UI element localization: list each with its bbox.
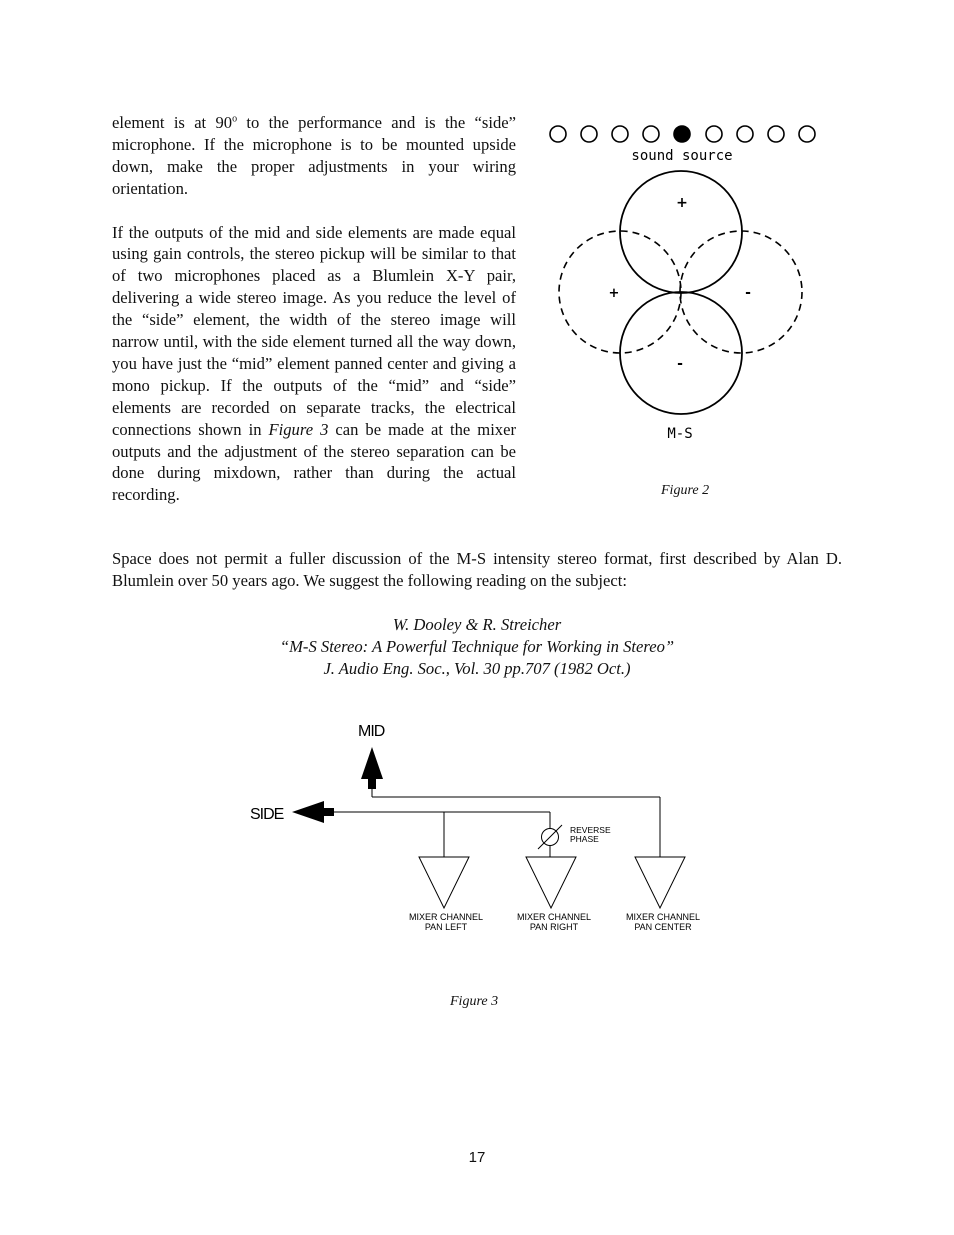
mixer-channel-right-icon — [526, 857, 576, 908]
plus-front: + — [676, 195, 688, 211]
reference-authors: W. Dooley & R. Streicher — [392, 615, 562, 634]
full-paragraph: Space does not permit a fuller discussion of the M-S intensity stereo format, first described by Alan D. Blumlein over 50 years ago. We suggest the following reading on the subject: — [112, 549, 842, 590]
mixer-channel-left-icon — [419, 857, 469, 908]
reference-title: “M-S Stereo: A Powerful Technique for Working in Stereo” — [279, 636, 675, 656]
side-lobes — [559, 231, 802, 353]
page-number: 17 — [468, 1149, 486, 1166]
mid-rear-lobe — [620, 292, 742, 414]
source-dot — [643, 126, 659, 142]
minus-right: - — [745, 285, 751, 301]
mid-arrow-icon — [361, 747, 383, 789]
reference-journal: J. Audio Eng. Soc., Vol. 30 pp.707 (1982 Oct.) — [323, 658, 631, 678]
minus-rear: - — [677, 356, 683, 372]
figure-2-caption: Figure 2 — [661, 483, 710, 498]
source-dot — [550, 126, 566, 142]
mid-label: MID — [358, 723, 385, 740]
sound-source-label: sound source — [631, 148, 733, 164]
mixer-channel-triangles — [419, 857, 685, 908]
reference-block — [112, 614, 842, 680]
reverse-phase-icon — [538, 825, 562, 849]
channel-center-pan: PAN CENTER — [634, 922, 692, 932]
channel-center-label: MIXER CHANNEL — [625, 912, 701, 922]
left-column-text — [112, 112, 516, 506]
wiring-lines — [334, 789, 660, 857]
ms-label: M-S — [667, 426, 693, 442]
reverse-phase-label: REVERSE — [570, 825, 611, 835]
figure-3-reference: Figure 3 — [268, 419, 329, 439]
side-right-lobe — [680, 231, 802, 353]
sound-source-dots — [550, 126, 815, 142]
figure-3-wiring-diagram — [240, 712, 720, 942]
source-dot — [706, 126, 722, 142]
source-dot-active — [674, 126, 690, 142]
source-dot — [581, 126, 597, 142]
mid-front-lobe — [620, 171, 742, 293]
side-left-lobe — [559, 231, 681, 353]
source-dot — [799, 126, 815, 142]
source-dot — [612, 126, 628, 142]
side-arrow-icon — [292, 801, 334, 823]
channel-left-label: MIXER CHANNEL — [408, 912, 484, 922]
source-dot — [768, 126, 784, 142]
plus-left: + — [608, 286, 620, 301]
paragraph-2: If the outputs of the mid and side elements are made equal using gain controls, the stereo pickup will be similar to that of two microphones placed as a Blumlein X-Y pair, delivering a wide stereo image. As you reduce the level of the “side” element, the width of the stereo image will narrow until, with the side element turned all the way down, you have just the “mid” element panned center and giving a mono pickup. If the outputs of the “mid” and “side” elements are recorded on separate tracks, the electrical connections shown in Figure 3 can be made at the mixer outputs and the adjustment of the stereo separation can be done during mixdown, rather than during the actual recording. — [112, 222, 516, 505]
reverse-phase-label-2: PHASE — [570, 834, 599, 844]
figure-2-ms-diagram — [530, 110, 850, 465]
channel-right-pan: PAN RIGHT — [529, 922, 579, 932]
channel-left-pan: PAN LEFT — [424, 922, 468, 932]
mixer-channel-center-icon — [635, 857, 685, 908]
figure-3-caption: Figure 3 — [450, 994, 499, 1009]
side-label: SIDE — [250, 806, 284, 823]
paragraph-1: element is at 90$^o$ to the performance and is the “side” microphone. If the microphone is to be mounted upside down, make the proper adjustments in your wiring orientation. — [112, 113, 516, 198]
channel-right-label: MIXER CHANNEL — [516, 912, 592, 922]
source-dot — [737, 126, 753, 142]
degree-superscript: o — [232, 113, 238, 125]
